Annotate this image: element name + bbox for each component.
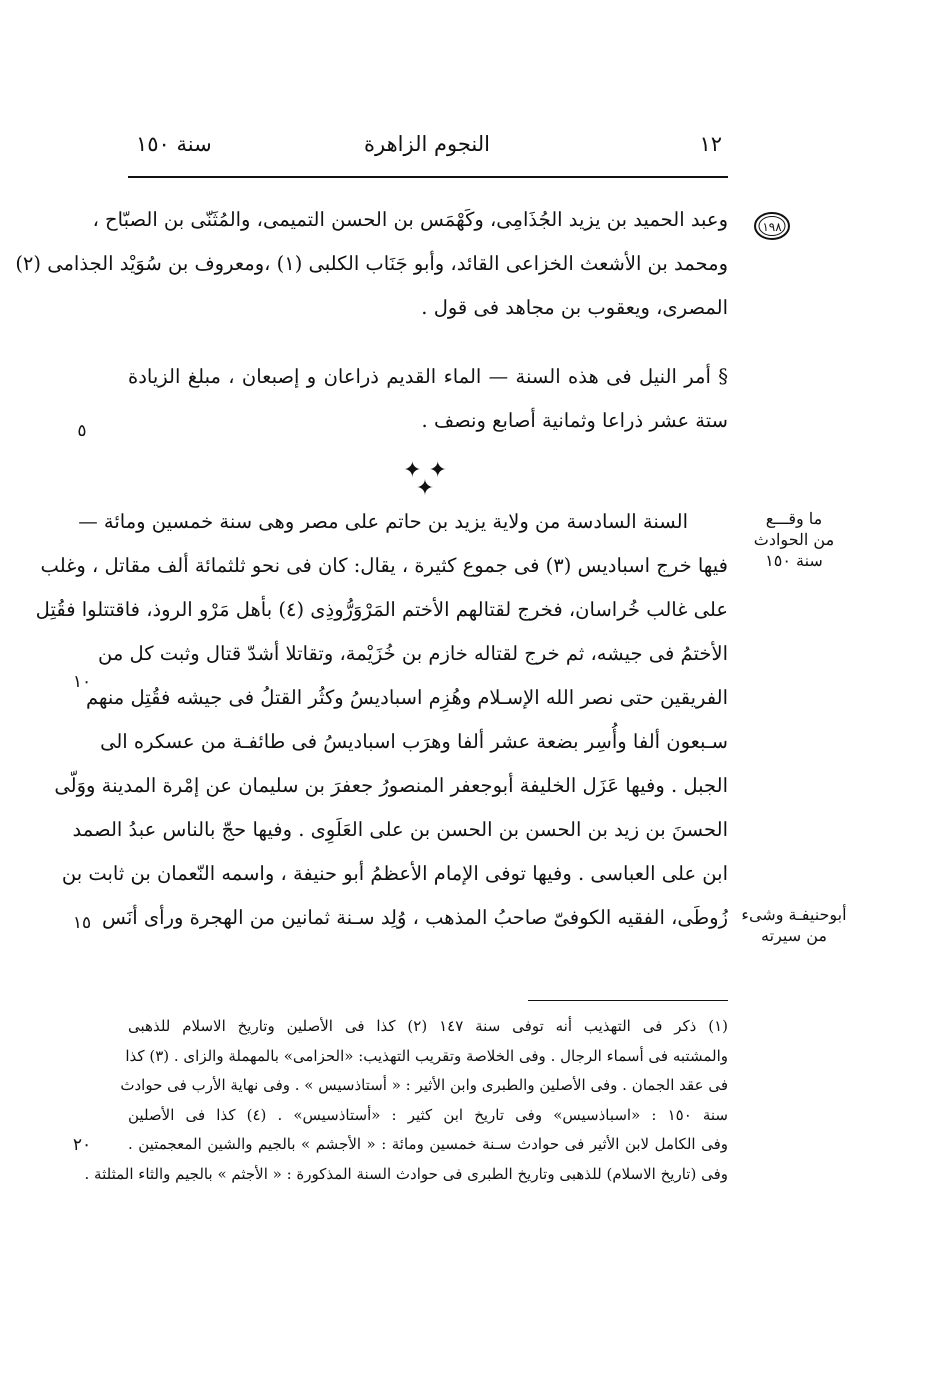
book-title: النجوم الزاهرة [364,132,490,156]
text-line: ومحمد بن الأشعث الخزاعى القائد، وأبو جَنَاب الكلبى (١) ،ومعروف بن سُوَيْد الجذامى (٢) [15,252,728,275]
footnote-line: وفى (تاريخ الاسلام) للذهبى وتاريخ الطبرى فى حوادث السنة المذكورة : « الأجثم » بالجيم والثاء المثلثة . [84,1164,728,1183]
footnote-line: وفى الكامل لابن الأثير فى حوادث سـنة خمسين ومائة : « الأجشم » بالجيم والشين المعجمتين . [128,1135,728,1153]
footnotes [84,1012,729,1189]
side-note-line: من الحوادث [753,530,835,549]
footnote-line: سنة ١٥٠ : «اسباذسيس» وفى تاريخ ابن كثير : «أستاذسيس» . (٤) كذا فى الأصلين [128,1105,729,1124]
line-number: ٢٠ [72,1135,92,1155]
text-line: § أمر النيل فى هذه السنة — الماء القديم ذراعان و إصبعان ، مبلغ الزيادة [128,365,728,388]
side-note-events [740,508,848,571]
line-number: ١٥ [72,913,92,933]
text-line: المصرى، ويعقوب بن مجاهد فى قول . [421,296,728,319]
side-note-abu-hanifa [740,904,848,946]
page-number: ١٢ [699,132,722,156]
paragraph-1 [15,198,728,330]
text-line: الأختمُ فى جيشه، ثم خرج لقتاله خازم بن خُزَيْمة، وتقاتلا أشدّ قتال وثبت كل من [98,642,728,665]
manuscript-page-badge-icon [752,206,792,246]
footnote-line: فى عقد الجمان . وفى الأصلين والطبرى وابن الأثير : « أستاذسيس » . وفى نهاية الأرب فى حوادث [120,1076,728,1094]
side-note-line: سنة ١٥٠ [765,551,823,570]
header-rule [128,176,728,178]
footnote-line: (١) ذكر فى التهذيب أنه توفى سنة ١٤٧ (٢) كذا فى الأصلين وتاريخ الاسلام للذهبى [128,1017,729,1035]
text-line: سـبعون ألفا وأُسِر بضعة عشر ألفا وهرَب اسباديسُ فى طائفـة من عسكره الى [100,730,728,753]
text-line: الجبل . وفيها عَزَل الخليفة أبوجعفر المنصورُ جعفرَ بن سليمان عن إمْرة المدينة ووَلّى [54,774,728,797]
text-line: ابن على العباسى . وفيها توفى الإمام الأعظمُ أبو حنيفة ، واسمه النّعمان بن ثابت بن [61,862,728,885]
side-note-line: أبوحنيفـة وشىء [741,905,847,924]
header-year: سنة ١٥٠ [136,132,212,156]
paragraph-nile [128,355,728,443]
text-line: زُوطَى، الفقيه الكوفىّ صاحبُ المذهب ، وُلِد سـنة ثمانين من الهجرة ورأى أنَس [102,906,728,929]
running-header [128,128,726,168]
text-line: الفريقين حتى نصر الله الإسـلام وهُزِم اسباديسُ وكثُر القتلُ فى جيشه فقُتِل منهم [85,686,728,709]
text-line: ستة عشر ذراعا وثمانية أصابع ونصف . [421,409,728,432]
text-line: فيها خرج اسباديس (٣) فى جموع كثيرة ، يقال: كان فى نحو ثلثمائة ألف مقاتل ، وغلب [40,554,728,577]
text-line: وعبد الحميد بن يزيد الجُذَامِى، وكَهْمَس بن الحسن التميمى، والمُثَنّى بن الصبّاح ، [92,208,728,231]
section-ornament: ✦ ✦ ✦ [403,458,447,501]
footnote-line: والمشتبه فى أسماء الرجال . وفى الخلاصة وتقريب التهذيب: «الحزامى» بالمهملة والزاى . (٣) كذا [125,1046,728,1065]
text-line: الحسنَ بن زيد بن الحسن بن الحسن بن على العَلَوِى . وفيها حجّ بالناس عبدُ الصمد [72,818,728,841]
line-number: ١٠ [72,672,92,692]
line-number: ٥ [77,421,87,441]
text-line: على غالب خُراسان، فخرج لقتالهم الأختم المَرْوَرُّوذِى (٤) بأهل مَرْو الروذ، فاقتتلوا فقُتِل [35,598,728,621]
badge-number: ١٩٨ [762,220,782,234]
text-line: السنة السادسة من ولاية يزيد بن حاتم على مصر وهى سنة خمسين ومائة — [78,510,688,533]
side-note-line: من سيرته [761,926,827,945]
side-note-line: ما وقـــع [765,509,823,528]
footnote-rule [528,1000,728,1001]
